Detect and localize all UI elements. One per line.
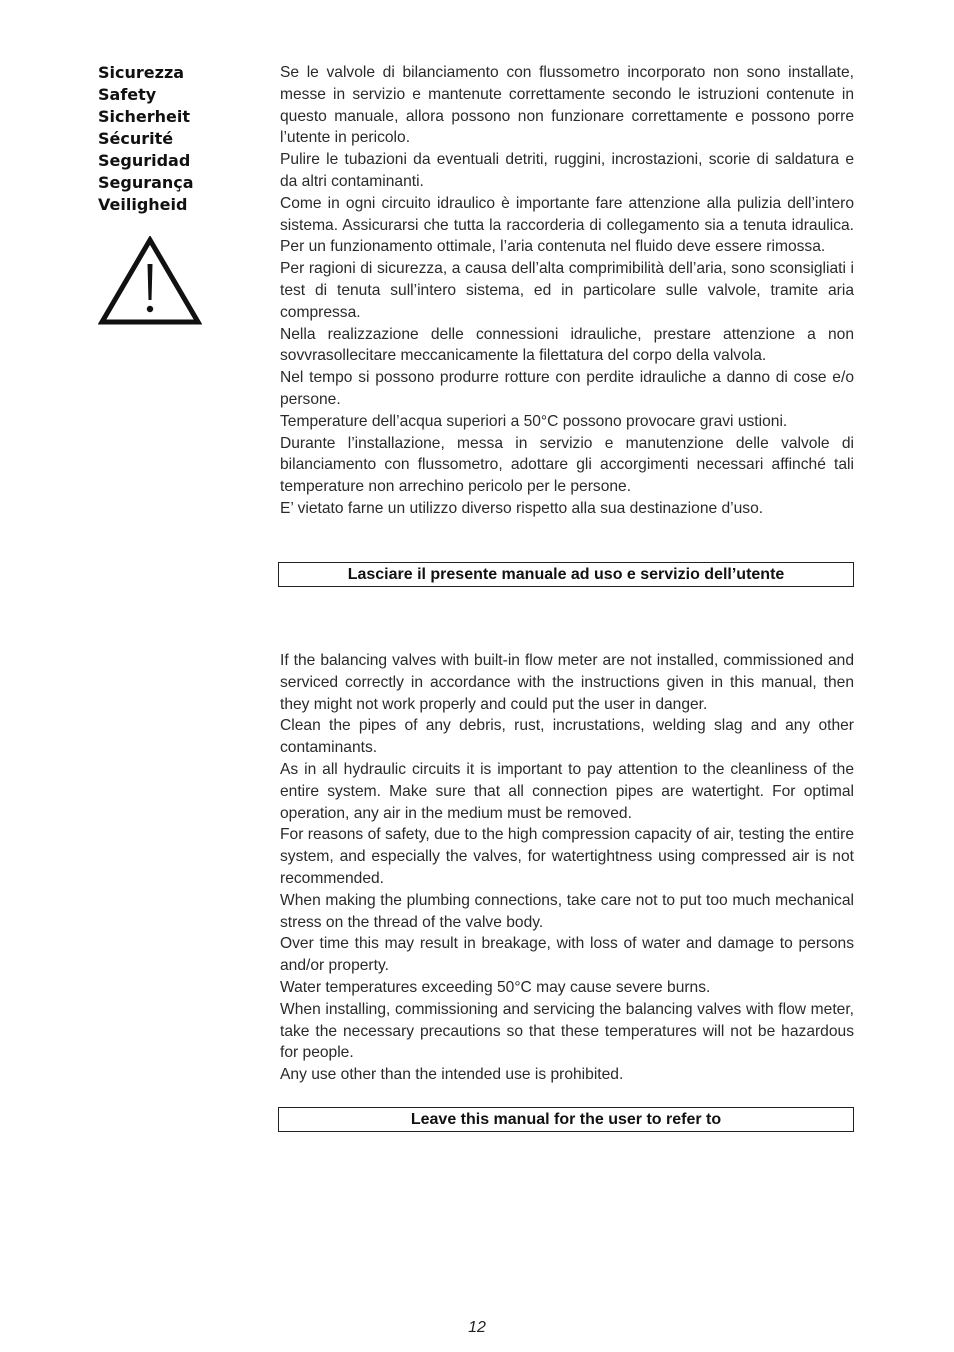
italian-safety-text (280, 62, 854, 520)
heading-nl: Veiligheid (98, 195, 188, 214)
heading-fr: Sécurité (98, 129, 174, 148)
paragraph: Any use other than the intended use is prohibited. (280, 1066, 624, 1084)
heading-es: Seguridad (98, 151, 191, 170)
safety-sidebar (98, 62, 248, 328)
paragraph: Se le valvole di bilanciamento con flussometro incorporato non sono installate, messe in servizio e mantenute correttamente secondo le istruzioni contenute in questo manuale, allora possono non funzionare correttamente e possono porre l’utente in pericolo. (280, 64, 854, 147)
paragraph: For reasons of safety, due to the high compression capacity of air, testing the entire system, and especially the valves, for watertightness using compressed air is not recommended. (280, 826, 854, 887)
english-safety-text (280, 650, 854, 1086)
paragraph: When making the plumbing connections, take care not to put too much mechanical stress on the thread of the valve body. (280, 891, 854, 931)
paragraph: E’ vietato farne un utilizzo diverso rispetto alla sua destinazione d’uso. (280, 499, 764, 517)
page-number: 12 (468, 1319, 486, 1336)
english-notice-box: Leave this manual for the user to refer to (278, 1107, 854, 1132)
paragraph: Temperature dell’acqua superiori a 50°C possono provocare gravi ustioni. (280, 412, 788, 430)
paragraph: Nel tempo si possono produrre rotture con perdite idrauliche a danno di cose e/o persone. (280, 369, 854, 408)
paragraph: Nella realizzazione delle connessioni idrauliche, prestare attenzione a non sovvrasollecitare meccanicamente la filettatura del corpo della valvola. (280, 325, 854, 365)
paragraph: When installing, commissioning and servicing the balancing valves with flow meter, take the necessary precautions so that these temperatures will not be hazardous for people. (280, 1000, 854, 1062)
paragraph: Per ragioni di sicurezza, a causa dell’alta comprimibilità dell’aria, sono sconsigliati i test di tenuta sull’intero sistema, ed in particolare sulle valvole, tramite aria compressa. (280, 260, 854, 321)
heading-en: Safety (98, 85, 157, 104)
warning-triangle-icon (98, 236, 202, 328)
paragraph: Durante l’installazione, messa in servizio e manutenzione delle valvole di bilanciamento con flussometro, adottare gli accorgimenti necessari affinché tali temperature non arrechino pericolo per le persone. (280, 434, 854, 496)
heading-de: Sicherheit (98, 107, 190, 126)
paragraph: If the balancing valves with built-in flow meter are not installed, commissioned and serviced correctly in accordance with the instructions given in this manual, then they might not work properly and could put the user in danger. (280, 652, 854, 713)
italian-notice-box: Lasciare il presente manuale ad uso e servizio dell’utente (278, 562, 854, 587)
paragraph: Come in ogni circuito idraulico è importante fare attenzione alla pulizia dell’intero sistema. Assicurarsi che tutta la raccorderia di collegamento sia a tenuta idraulica. Per un funzionamento ottimale, l’aria contenuta nel fluido deve essere rimossa. (280, 194, 854, 256)
paragraph: Water temperatures exceeding 50°C may cause severe burns. (280, 978, 711, 996)
safety-heading-list (98, 62, 248, 216)
paragraph: Pulire le tubazioni da eventuali detriti, ruggini, incrostazioni, scorie di saldatura e da altri contaminanti. (280, 151, 854, 190)
heading-it: Sicurezza (98, 63, 185, 82)
paragraph: Over time this may result in breakage, with loss of water and damage to persons and/or property. (280, 935, 854, 975)
heading-pt: Segurança (98, 173, 194, 192)
paragraph: Clean the pipes of any debris, rust, incrustations, welding slag and any other contaminants. (280, 717, 854, 757)
paragraph: As in all hydraulic circuits it is important to pay attention to the cleanliness of the entire system. Make sure that all connection pipes are watertight. For optimal operation, any air in the medium must be removed. (280, 760, 854, 822)
